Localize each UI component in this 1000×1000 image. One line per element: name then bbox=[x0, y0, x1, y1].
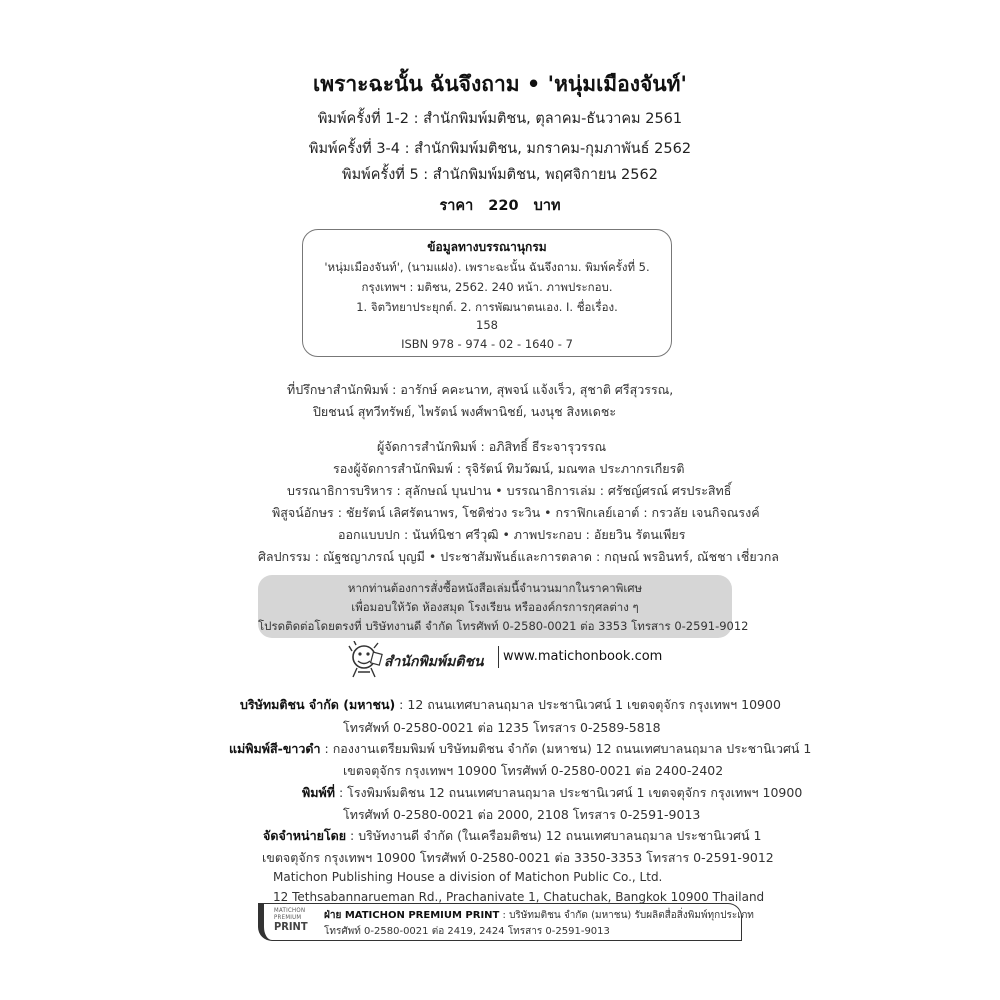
price-unit: บาท bbox=[533, 198, 561, 214]
printer-label: พิมพ์ที่ bbox=[302, 785, 335, 800]
book-title: เพราะฉะนั้น ฉันจึงถาม • 'หนุ่มเมืองจันท์' bbox=[313, 72, 687, 96]
catalog-line: 'หนุ่มเมืองจันท์', (นามแฝง). เพราะฉะนั้น ฉันจึงถาม. พิมพ์ครั้งที่ 5. bbox=[324, 260, 650, 274]
price-label: ราคา bbox=[439, 198, 474, 214]
notice-line: โปรดติดต่อโดยตรงที่ บริษัทงานดี จำกัด โทรศัพท์ 0-2580-0021 ต่อ 3353 โทรสาร 0-2591-9012 bbox=[258, 619, 749, 633]
premium-print-box bbox=[258, 903, 754, 941]
printer-phone: โทรศัพท์ 0-2580-0021 ต่อ 2000, 2108 โทรสาร 0-2591-9013 bbox=[343, 807, 701, 822]
logo-text: PREMIUM bbox=[274, 914, 302, 921]
english-company-line: Matichon Publishing House a division of Matichon Public Co., Ltd. bbox=[273, 870, 663, 884]
logo-text: MATICHON bbox=[274, 907, 306, 914]
staff-line: พิสูจน์อักษร : ชัยรัตน์ เลิศรัตนาพร, โชติช่วง ระวิน • กราฟิกเลย์เอาต์ : กรวลัย เจนกิจณรงค์ bbox=[272, 505, 760, 520]
catalog-heading: ข้อมูลทางบรรณานุกรม bbox=[427, 240, 547, 254]
publisher-address-line bbox=[240, 695, 781, 715]
publisher-phone: โทรศัพท์ 0-2580-0021 ต่อ 1235 โทรสาร 0-2589-5818 bbox=[343, 720, 661, 735]
edition-line-1: พิมพ์ครั้งที่ 1-2 : สำนักพิมพ์มติชน, ตุลาคม-ธันวาคม 2561 bbox=[317, 111, 683, 127]
edition-line-2: พิมพ์ครั้งที่ 3-4 : สำนักพิมพ์มติชน, มกราคม-กุมภาพันธ์ 2562 bbox=[308, 141, 692, 157]
catalog-line: 1. จิตวิทยาประยุกต์. 2. การพัฒนาตนเอง. I. ชื่อเรื่อง. bbox=[356, 300, 618, 314]
printer-address: : โรงพิมพ์มติชน 12 ถนนเทศบาลนฤมาล ประชานิเวศน์ 1 เขตจตุจักร กรุงเทพฯ 10900 bbox=[334, 785, 803, 800]
distributor-address: : บริษัทงานดี จำกัด (ในเครือมติชน) 12 ถนนเทศบาลนฤมาล ประชานิเวศน์ 1 bbox=[346, 828, 762, 843]
catalog-isbn: ISBN 978 - 974 - 02 - 1640 - 7 bbox=[401, 337, 573, 351]
staff-line: ศิลปกรรม : ณัฐชญาภรณ์ บุญมี • ประชาสัมพันธ์และการตลาด : กฤษณ์ พรอินทร์, ณัชชา เชี่ยวกล bbox=[258, 549, 779, 564]
distributor-line bbox=[263, 826, 761, 846]
price-amount: 220 bbox=[488, 198, 519, 214]
distributor-label: จัดจำหน่ายโดย bbox=[263, 828, 347, 843]
staff-line: รองผู้จัดการสำนักพิมพ์ : รุจิรัตน์ ทิมวัฒน์, มณฑล ประภากรเกียรติ bbox=[333, 461, 685, 476]
distributor-phone: เขตจตุจักร กรุงเทพฯ 10900 โทรศัพท์ 0-2580-0021 ต่อ 3350-3353 โทรสาร 0-2591-9012 bbox=[262, 850, 774, 865]
catalog-class-number: 158 bbox=[476, 318, 498, 332]
staff-line: ออกแบบปก : นันท์นิชา ศรีวุฒิ • ภาพประกอบ : อัยยวิน รัตนเพียร bbox=[338, 527, 686, 542]
english-address-line: 12 Tethsabannarueman Rd., Prachanivate 1, Chatuchak, Bangkok 10900 Thailand bbox=[273, 890, 765, 904]
color-plate-line bbox=[229, 739, 811, 759]
staff-line: ผู้จัดการสำนักพิมพ์ : อภิสิทธิ์ ธีระจารุวรรณ bbox=[377, 439, 607, 454]
edition-line-3: พิมพ์ครั้งที่ 5 : สำนักพิมพ์มติชน, พฤศจิกายน 2562 bbox=[342, 167, 658, 183]
printer-line bbox=[302, 783, 802, 803]
publisher-address: : 12 ถนนเทศบาลนฤมาล ประชานิเวศน์ 1 เขตจตุจักร กรุงเทพฯ 10900 bbox=[395, 697, 781, 712]
bulk-order-notice bbox=[258, 575, 749, 638]
catalog-line: กรุงเทพฯ : มติชน, 2562. 240 หน้า. ภาพประกอบ. bbox=[361, 280, 613, 294]
publisher-logo-text: สำนักพิมพ์มติชน bbox=[384, 654, 484, 670]
cataloging-data-box bbox=[302, 229, 672, 357]
premium-text: : บริษัทมติชน จำกัด (มหาชน) รับผลิตสื่อสิ่งพิมพ์ทุกประเภท bbox=[499, 910, 754, 921]
price bbox=[0, 194, 1000, 217]
advisors-line-2: ปิยชนน์ สุทวีทรัพย์, ไพรัตน์ พงศ์พานิชย์, นงนุช สิงหเดชะ bbox=[313, 404, 617, 419]
premium-print-line bbox=[324, 908, 754, 923]
staff-line: บรรณาธิการบริหาร : สุลักษณ์ บุนปาน • บรรณาธิการเล่ม : ศรัชญ์ศรณ์ ศรประสิทธิ์ bbox=[287, 483, 732, 498]
color-plate-label: แม่พิมพ์สี-ขาวดำ bbox=[229, 741, 321, 756]
color-plate-phone: เขตจตุจักร กรุงเทพฯ 10900 โทรศัพท์ 0-2580-0021 ต่อ 2400-2402 bbox=[343, 763, 724, 778]
premium-print-phone: โทรศัพท์ 0-2580-0021 ต่อ 2419, 2424 โทรสาร 0-2591-9013 bbox=[324, 926, 610, 937]
premium-label: ฝ่าย MATICHON PREMIUM PRINT bbox=[324, 910, 500, 921]
website-link[interactable]: www.matichonbook.com bbox=[498, 646, 662, 668]
premium-print-logo bbox=[274, 907, 318, 933]
logo-text: PRINT bbox=[274, 920, 308, 933]
publisher-label: บริษัทมติชน จำกัด (มหาชน) bbox=[240, 697, 396, 712]
matichon-publisher-logo bbox=[348, 641, 496, 679]
notice-line: เพื่อมอบให้วัด ห้องสมุด โรงเรียน หรือองค์กรการกุศลต่าง ๆ bbox=[351, 600, 639, 614]
color-plate-address: : กองงานเตรียมพิมพ์ บริษัทมติชน จำกัด (มหาชน) 12 ถนนเทศบาลนฤมาล ประชานิเวศน์ 1 bbox=[320, 741, 812, 756]
notice-line: หากท่านต้องการสั่งซื้อหนังสือเล่มนี้จำนวนมากในราคาพิเศษ bbox=[347, 581, 643, 595]
advisors-line-1: ที่ปรึกษาสำนักพิมพ์ : อารักษ์ คคะนาท, สุพจน์ แจ้งเร็ว, สุชาติ ศรีสุวรรณ, bbox=[287, 382, 674, 397]
